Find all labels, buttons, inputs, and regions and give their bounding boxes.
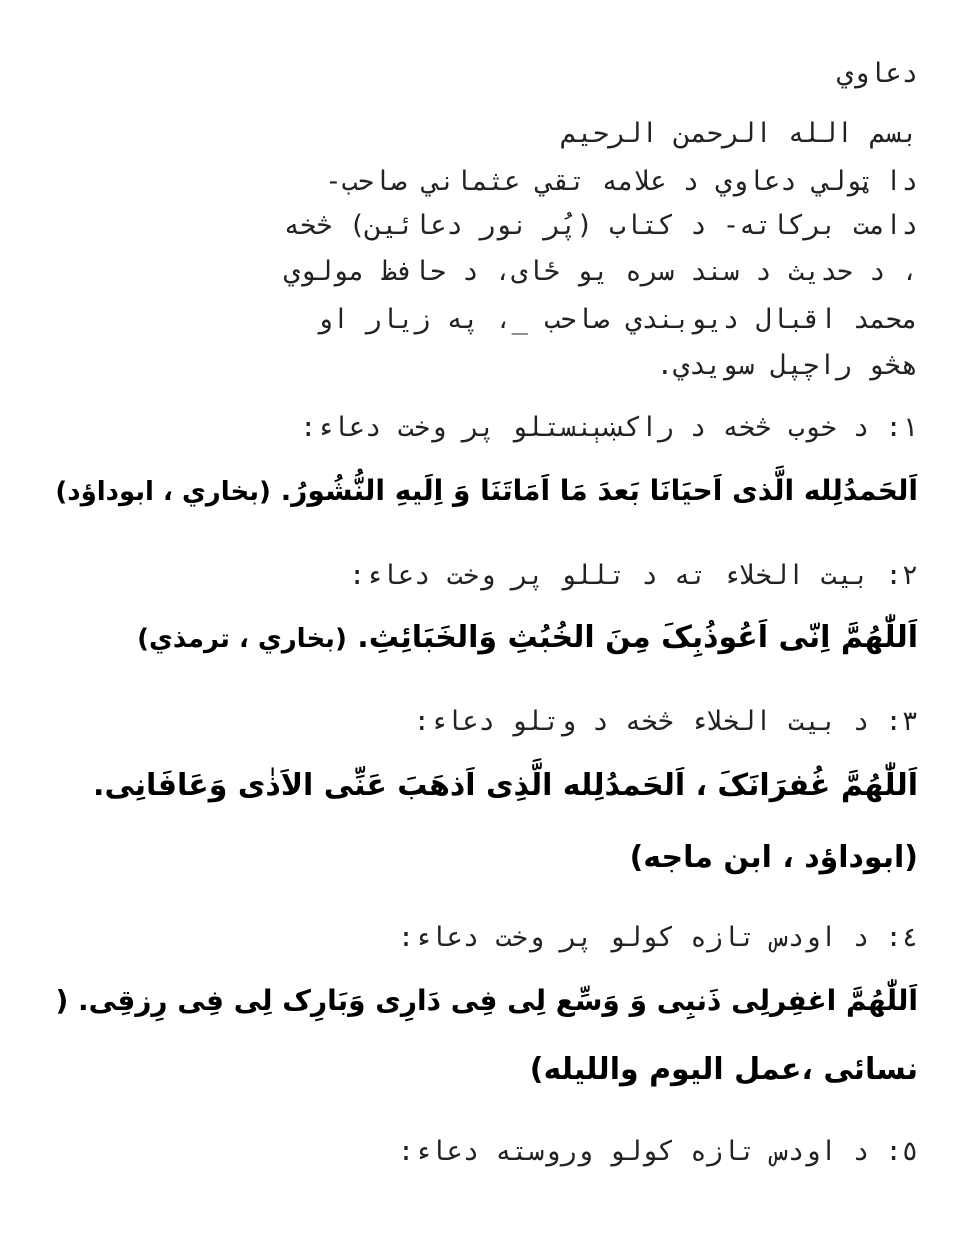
dua-line <box>55 474 918 507</box>
dua-line: نسائی ،عمل اليوم والليله) <box>529 1052 918 1087</box>
section-heading: ١: د خوب څخه د راکښېنستلو پر وخت دعاء: <box>300 412 918 443</box>
dua-text: اَللّٰهُمَّ اِنّی اَعُوذُبِکَ مِنَ الخُبُثِ وَالخَبَائِثِ. <box>357 620 918 655</box>
section-heading: ٢: بيت الخلاء ته د تللو پر وخت دعاء: <box>349 560 918 591</box>
dua-text: اَلحَمدُلِله الَّذی اَحیَانَا بَعدَ مَا اَمَاتَنَا وَ اِلَیهِ النُّشُورُ. <box>280 474 918 507</box>
section-heading: ٤: د اودس تازه کولو پر وخت دعاء: <box>397 922 918 953</box>
dua-reference: (بخاري ، ترمذي) <box>137 624 347 654</box>
intro-line: دا ټولي دعاوي د علامه تقي عثماني صاحب- <box>325 166 918 197</box>
dua-reference: (بخاري ، ابوداؤد) <box>55 477 271 507</box>
dua-line <box>137 620 918 655</box>
intro-line: محمد اقبال ديوبندي صاحب _، په زيار او <box>316 304 918 335</box>
dua-line: اَللّٰهُمَّ اغفِرلِی ذَنبِی وَ وَسِّع لِی فِی دَارِی وَبَارِک لِی فِی رِزقِی. ( <box>55 984 918 1017</box>
document-title: دعاوي <box>836 58 918 89</box>
intro-line: بسم الله الرحمن الرحيم <box>560 118 918 149</box>
section-heading: ٥: د اودس تازه کولو وروسته دعاء: <box>397 1136 918 1167</box>
intro-line: دامت برکاته- د کتاب (پُر نور دعائين) څخه <box>283 210 918 241</box>
section-heading: ٣: د بيت الخلاء څخه د وتلو دعاء: <box>413 706 918 737</box>
intro-line: هڅو راچپل سويدي. <box>656 350 918 381</box>
dua-reference: (ابوداؤد ، ابن ماجه) <box>629 840 918 875</box>
intro-line: ، د حديث د سند سره يو ځای، د حافظ مولوي <box>283 256 918 287</box>
dua-line: اَللّٰهُمَّ غُفرَانَکَ ، اَلحَمدُلِله الَّذِی اَذهَبَ عَنِّی الاَذٰی وَعَافَانِی. <box>93 768 918 803</box>
